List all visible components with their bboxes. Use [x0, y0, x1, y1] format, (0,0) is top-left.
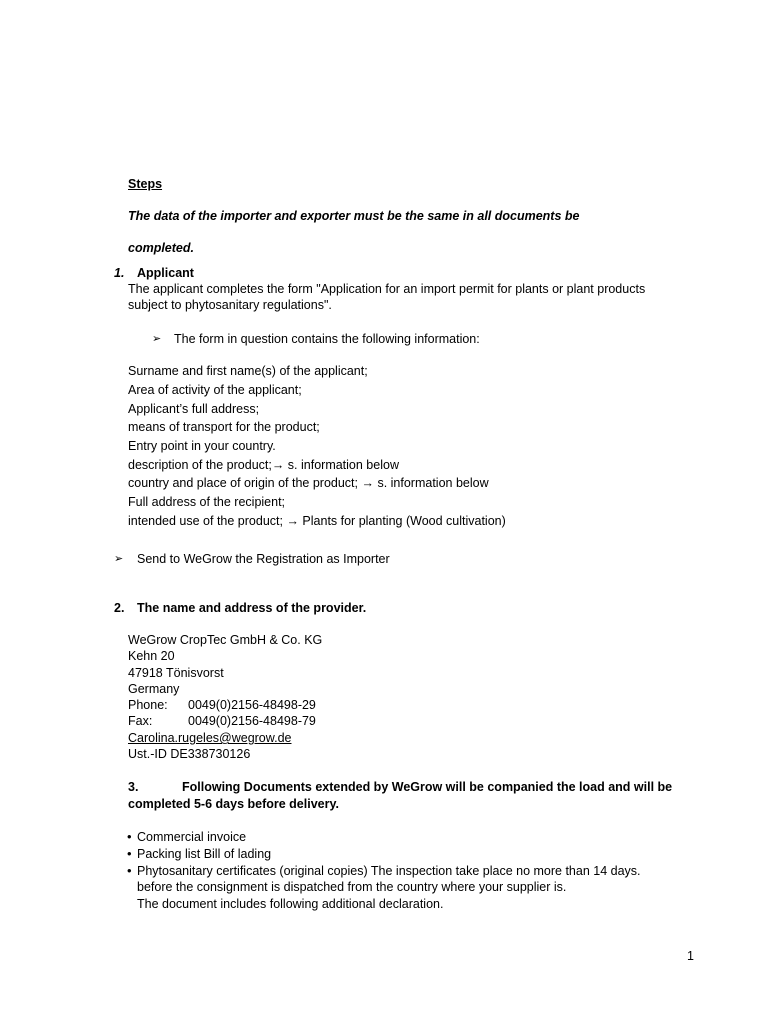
bullet-dot-icon: • — [127, 846, 132, 861]
send-registration-bullet: Send to WeGrow the Registration as Importer — [137, 552, 390, 566]
arrow-bullet-icon: ➢ — [114, 553, 124, 565]
bullet-dot-icon: • — [127, 863, 132, 878]
section1-number: 1. — [114, 266, 125, 280]
field-line: means of transport for the product; — [128, 420, 320, 434]
section3-title-line-2: completed 5-6 days before delivery. — [128, 797, 339, 811]
section1-bullet: The form in question contains the following information: — [174, 332, 480, 346]
street-address: Kehn 20 — [128, 649, 175, 663]
document-continuation-2: The document includes following additional declaration. — [137, 897, 444, 911]
document-item: Commercial invoice — [137, 830, 247, 844]
fax-label: Fax: — [128, 714, 153, 728]
intro-line-2: completed. — [128, 241, 194, 255]
section1-title: Applicant — [137, 266, 194, 280]
document-item: Packing list Bill of lading — [137, 847, 272, 861]
field-line: country and place of origin of the product; → s. information below — [128, 476, 489, 490]
fax-value: 0049(0)2156-48498-79 — [188, 714, 316, 728]
section2-title: The name and address of the provider. — [137, 601, 367, 615]
section2-number: 2. — [114, 601, 125, 615]
field-line: Applicant’s full address; — [128, 402, 260, 416]
field-line: Entry point in your country. — [128, 439, 276, 453]
city-address: 47918 Tönisvorst — [128, 666, 224, 680]
page-heading: Steps — [128, 177, 163, 191]
page-number: 1 — [687, 949, 694, 963]
phone-value: 0049(0)2156-48498-29 — [188, 698, 316, 712]
phone-label: Phone: — [128, 698, 168, 712]
section1-text-line-1: The applicant completes the form "Application for an import permit for plants or plant products — [128, 282, 646, 296]
field-line: Surname and first name(s) of the applicant; — [128, 364, 368, 378]
email-link[interactable]: Carolina.rugeles@wegrow.de — [128, 731, 292, 745]
field-line: intended use of the product; → Plants for planting (Wood cultivation) — [128, 514, 506, 528]
field-line: Full address of the recipient; — [128, 495, 286, 509]
country: Germany — [128, 682, 180, 696]
document-continuation-1: before the consignment is dispatched from the country where your supplier is. — [137, 880, 567, 894]
section3-number: 3. — [128, 780, 139, 794]
bullet-dot-icon: • — [127, 829, 132, 844]
field-line: description of the product;→ s. information below — [128, 458, 399, 472]
vat-id: Ust.-ID DE338730126 — [128, 747, 251, 761]
section3-title-line-1: Following Documents extended by WeGrow will be companied the load and will be — [182, 780, 673, 794]
company-name: WeGrow CropTec GmbH & Co. KG — [128, 633, 323, 647]
section1-text-line-2: subject to phytosanitary regulations". — [128, 298, 332, 312]
intro-line-1: The data of the importer and exporter must be the same in all documents be — [128, 209, 580, 223]
document-item: Phytosanitary certificates (original copies) The inspection take place no more than 14 days. — [137, 864, 641, 878]
arrow-bullet-icon: ➢ — [152, 333, 162, 345]
field-line: Area of activity of the applicant; — [128, 383, 302, 397]
